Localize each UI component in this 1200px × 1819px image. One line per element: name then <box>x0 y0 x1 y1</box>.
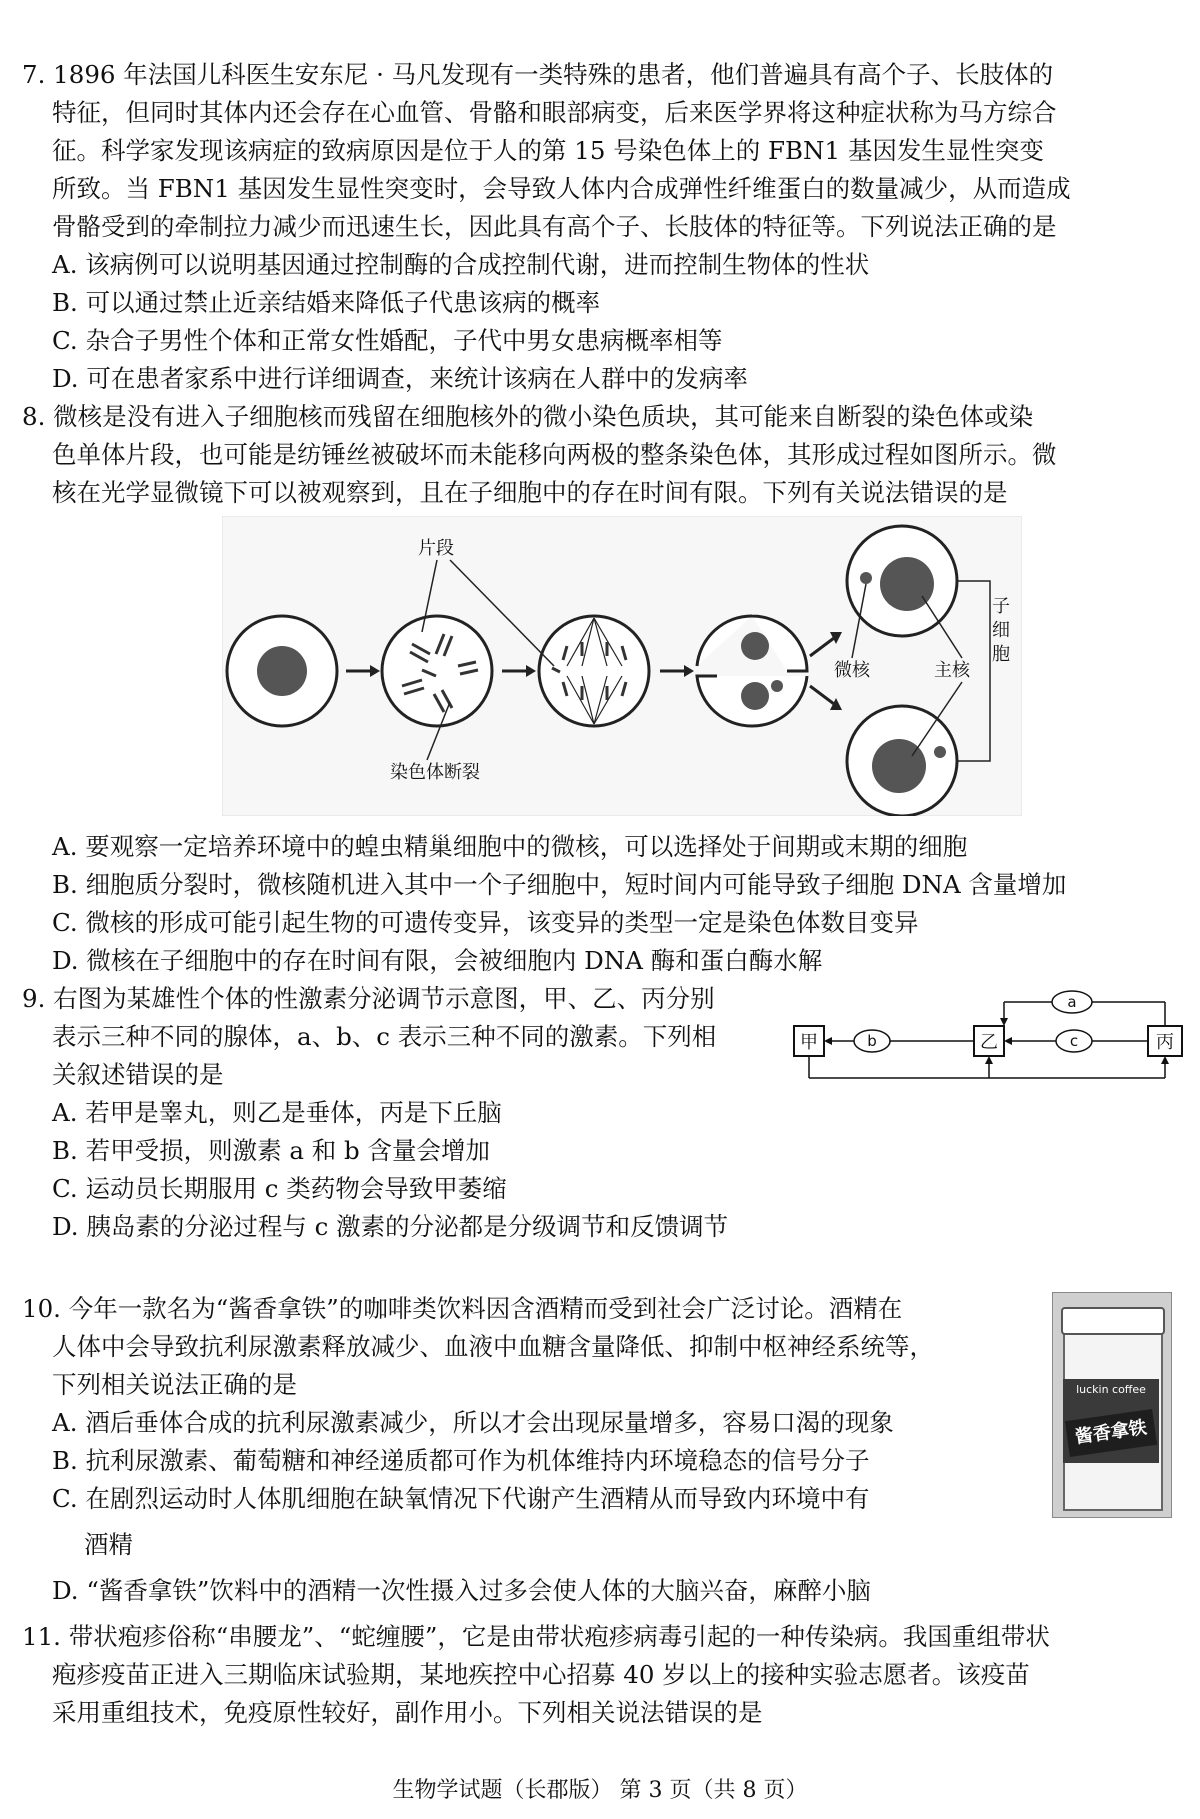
q7-option-b: B. 可以通过禁止近亲结婚来降低子代患该病的概率 <box>52 288 601 317</box>
q10-option-a: A. 酒后垂体合成的抗利尿激素减少，所以才会出现尿量增多，容易口渴的现象 <box>52 1408 894 1437</box>
q10-line-2: 人体中会导致抗利尿激素释放减少、血液中血糖含量降低、抑制中枢神经系统等， <box>52 1332 934 1361</box>
label-fragment: 片段 <box>418 538 454 559</box>
label-main-nucleus: 主核 <box>934 660 970 681</box>
q8-line-3: 核在光学显微镜下可以被观察到，且在子细胞中的存在时间有限。下列有关说法错误的是 <box>52 478 1008 507</box>
label-a: a <box>1067 993 1077 1011</box>
q11-line-3: 采用重组技术，免疫原性较好，副作用小。下列相关说法错误的是 <box>52 1698 763 1727</box>
q10-option-c: C. 在剧烈运动时人体肌细胞在缺氧情况下代谢产生酒精从而导致内环境中有 <box>52 1484 870 1513</box>
q7-line-2: 特征，但同时其体内还会存在心血管、骨骼和眼部病变，后来医学界将这种症状称为马方综合 <box>52 98 1057 127</box>
lagging-micronucleus <box>771 680 783 692</box>
q10-option-b: B. 抗利尿激素、葡萄糖和神经递质都可作为机体维持内环境稳态的信号分子 <box>52 1446 870 1475</box>
label-daughter-2: 细 <box>992 620 1010 641</box>
q8-option-b: B. 细胞质分裂时，微核随机进入其中一个子细胞中，短时间内可能导致子细胞 DNA 含量增加 <box>52 870 1067 899</box>
micronucleus-top <box>860 572 872 584</box>
feedback-mid-arrowhead <box>985 1056 993 1064</box>
c-arrowhead <box>1004 1037 1012 1045</box>
latte-cup-photo <box>1052 1292 1172 1518</box>
a-arrowhead <box>1000 1018 1008 1026</box>
q7-option-c: C. 杂合子男性个体和正常女性婚配，子代中男女患病概率相等 <box>52 326 723 355</box>
q7-option-a: A. 该病例可以说明基因通过控制酶的合成控制代谢，进而控制生物体的性状 <box>52 250 870 279</box>
q9-option-c: C. 运动员长期服用 c 类药物会导致甲萎缩 <box>52 1174 507 1203</box>
q9-line-1: 9. 右图为某雄性个体的性激素分泌调节示意图，甲、乙、丙分别 <box>22 984 715 1013</box>
hormone-regulation-diagram <box>790 988 1190 1096</box>
q9-line-3: 关叙述错误的是 <box>52 1060 224 1089</box>
cup-brand: luckin coffee <box>1076 1383 1146 1396</box>
q7-line-4: 所致。当 FBN1 基因发生显性突变时，会导致人体内合成弹性纤维蛋白的数量减少，从而造成 <box>52 174 1071 203</box>
q9-option-d: D. 胰岛素的分泌过程与 c 激素的分泌都是分级调节和反馈调节 <box>52 1212 729 1241</box>
label-daughter-1: 子 <box>992 596 1010 617</box>
page-footer: 生物学试题（长郡版） 第 3 页（共 8 页） <box>392 1778 808 1803</box>
feedback-arrowhead <box>1161 1056 1169 1064</box>
label-b: b <box>867 1032 877 1050</box>
q11-line-1: 11. 带状疱疹俗称“串腰龙”、“蛇缠腰”，它是由带状疱疹病毒引起的一种传染病。我国重组带状 <box>22 1622 1050 1651</box>
q9-line-2: 表示三种不同的腺体，a、b、c 表示三种不同的激素。下列相 <box>52 1022 717 1051</box>
q10-line-1: 10. 今年一款名为“酱香拿铁”的咖啡类饮料因含酒精而受到社会广泛讨论。酒精在 <box>22 1294 903 1323</box>
label-bing: 丙 <box>1156 1032 1174 1053</box>
label-c: c <box>1069 1032 1079 1050</box>
label-yi: 乙 <box>980 1032 998 1053</box>
b-arrowhead <box>824 1037 832 1045</box>
dividing-nucleus-bottom <box>741 682 769 710</box>
q10-line-3: 下列相关说法正确的是 <box>52 1370 297 1399</box>
q7-line-1: 7. 1896 年法国儿科医生安东尼 · 马凡发现有一类特殊的患者，他们普遍具有高个子、长肢体的 <box>22 60 1054 89</box>
q7-line-5: 骨骼受到的牵制拉力减少而迅速生长，因此具有高个子、长肢体的特征等。下列说法正确的是 <box>52 212 1057 241</box>
parent-nucleus <box>257 646 307 696</box>
label-daughter-3: 胞 <box>992 644 1010 665</box>
label-micronucleus: 微核 <box>834 660 870 681</box>
q9-option-a: A. 若甲是睾丸，则乙是垂体，丙是下丘脑 <box>52 1098 502 1127</box>
label-chromosome-break: 染色体断裂 <box>390 762 480 783</box>
dividing-nucleus-top <box>741 632 769 660</box>
micronucleus-formation-diagram <box>222 516 1022 816</box>
cup-lid <box>1061 1307 1165 1335</box>
q10-option-c-continued: 酒精 <box>84 1530 133 1559</box>
q8-line-2: 色单体片段，也可能是纺锤丝被破坏而未能移向两极的整条染色体，其形成过程如图所示。微 <box>52 440 1057 469</box>
cup-label: 酱香拿铁 <box>1065 1409 1157 1457</box>
q11-line-2: 疱疹疫苗正进入三期临床试验期，某地疾控中心招募 40 岁以上的接种实验志愿者。该疫苗 <box>52 1660 1030 1689</box>
q8-option-d: D. 微核在子细胞中的存在时间有限，会被细胞内 DNA 酶和蛋白酶水解 <box>52 946 823 975</box>
q10-option-d: D. “酱香拿铁”饮料中的酒精一次性摄入过多会使人体的大脑兴奋，麻醉小脑 <box>52 1576 871 1605</box>
q8-option-c: C. 微核的形成可能引起生物的可遗传变异，该变异的类型一定是染色体数目变异 <box>52 908 919 937</box>
q8-option-a: A. 要观察一定培养环境中的蝗虫精巢细胞中的微核，可以选择处于间期或末期的细胞 <box>52 832 968 861</box>
q7-line-3: 征。科学家发现该病症的致病原因是位于人的第 15 号染色体上的 FBN1 基因发生显性突变 <box>52 136 1044 165</box>
label-jia: 甲 <box>800 1032 818 1053</box>
q8-line-1: 8. 微核是没有进入子细胞核而残留在细胞核外的微小染色质块，其可能来自断裂的染色体或染 <box>22 402 1034 431</box>
q9-option-b: B. 若甲受损，则激素 a 和 b 含量会增加 <box>52 1136 491 1165</box>
micronucleus-bottom <box>934 746 946 758</box>
q7-option-d: D. 可在患者家系中进行详细调查，来统计该病在人群中的发病率 <box>52 364 748 393</box>
